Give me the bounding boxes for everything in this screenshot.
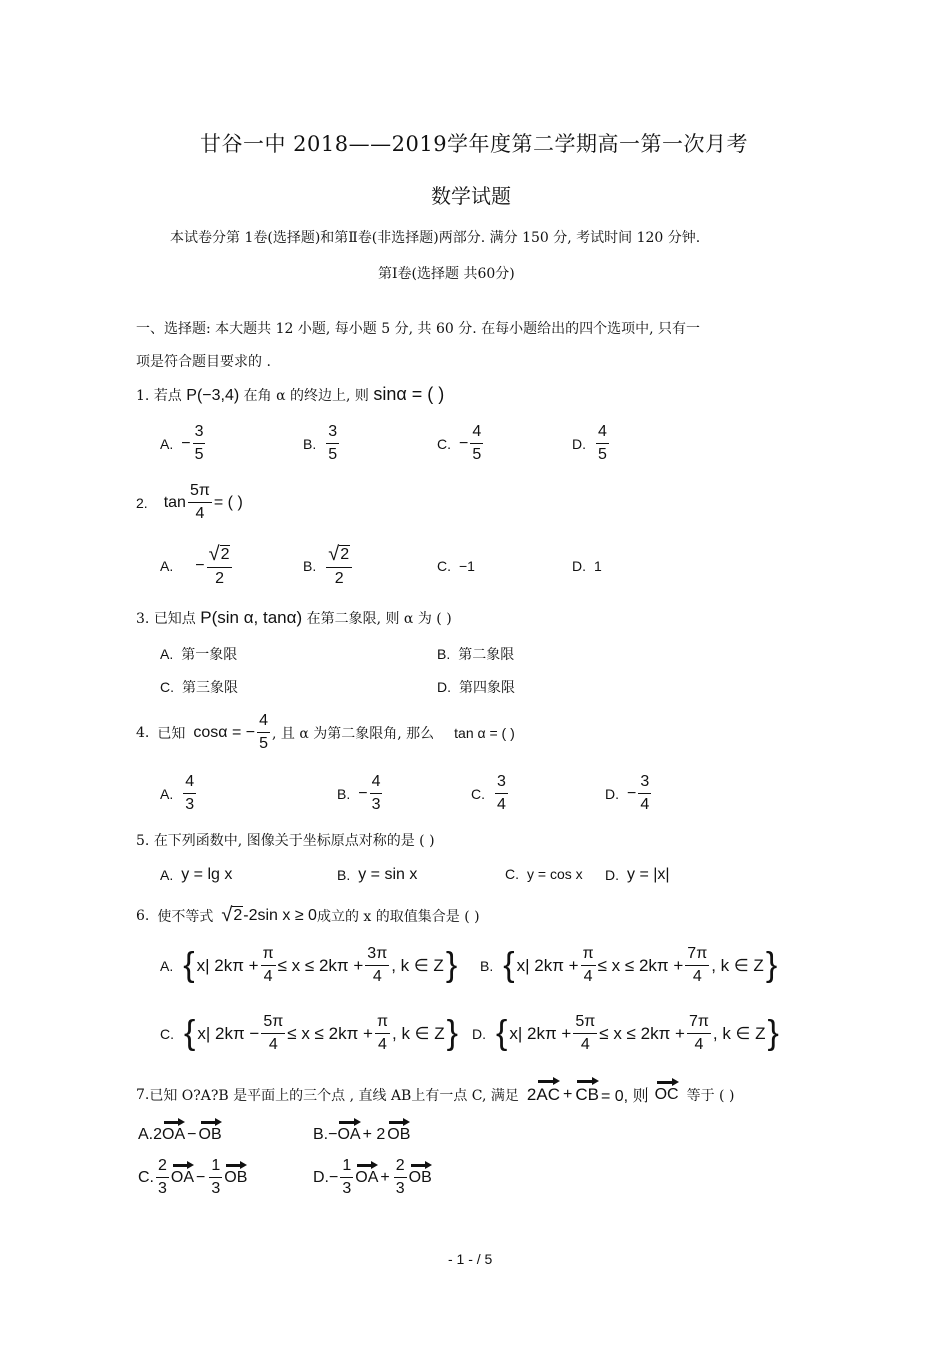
q6-option-a[interactable]: A. { x| 2kπ + $\frac{\pi}{4}$ ≤ x ≤ 2kπ + $\frac{3\pi}{4}$ , k ∈ Z } <box>160 945 458 986</box>
q1-option-b[interactable]: B. $\frac{3}{5}$ <box>303 423 338 464</box>
q4-option-b[interactable]: B. − $\frac{4}{3}$ <box>337 773 381 814</box>
question-4-stem: 4. 已知 cosα = − $\frac{4}{5}$ , 且 α 为第二象限角, 那么 tan α = ( ) <box>136 712 515 753</box>
q1-option-c[interactable]: C. − $\frac{4}{5}$ <box>437 423 482 464</box>
q7-option-b[interactable]: B. − OA + 2 OB <box>313 1126 411 1143</box>
q3-option-a[interactable]: A. 第一象限 <box>160 646 238 663</box>
point-expression: P(−3,4) <box>186 387 240 404</box>
q3-option-c[interactable]: C. 第三象限 <box>160 679 238 696</box>
q3-option-d[interactable]: D. 第四象限 <box>437 679 515 696</box>
question-6-stem: 6. 使不等式 √ 2 -2sin x ≥ 0 成立的 x 的取值集合是 ( ) <box>136 904 480 926</box>
q4-option-a[interactable]: A. $\frac{4}{3}$ <box>160 773 195 814</box>
q7-option-c[interactable]: C. $\frac{2}{3}$ OA − $\frac{1}{3}$ OB <box>138 1157 248 1198</box>
q2-option-d[interactable]: D. 1 <box>572 558 602 574</box>
q7-option-a[interactable]: A. 2 OA − OB <box>138 1126 222 1143</box>
section-instruction-line1: 一、选择题: 本大题共 12 小题, 每小题 5 分, 共 60 分. 在每小题给出的四个选项中, 只有一 <box>136 321 701 337</box>
q4-option-c[interactable]: C. $\frac{3}{4}$ <box>471 773 506 814</box>
q5-option-a[interactable]: A. y = lg x <box>160 866 233 883</box>
page-number: - 1 - / 5 <box>448 1251 493 1267</box>
section-instruction-line2: 项是符合题目要求的 . <box>136 354 271 370</box>
q1-option-d[interactable]: D. $\frac{4}{5}$ <box>572 423 607 464</box>
exam-intro: 本试卷分第 1卷(选择题)和第Ⅱ卷(非选择题)两部分. 满分 150 分, 考试时间 120 分钟. <box>170 230 701 246</box>
question-2-stem: 2. tan $\frac{5\pi}{4}$ = ( ) <box>136 482 243 523</box>
q2-option-c[interactable]: C. −1 <box>437 558 475 574</box>
question-1-stem: 1. 若点 P(−3,4) 在角 α 的终边上, 则 sinα = ( ) <box>136 384 445 404</box>
q1-option-a[interactable]: A. − $\frac{3}{5}$ <box>160 423 204 464</box>
q5-option-d[interactable]: D. y = |x| <box>605 866 670 883</box>
question-5-stem: 5. 在下列函数中, 图像关于坐标原点对称的是 ( ) <box>136 833 435 849</box>
part-one-heading: 第Ⅰ卷(选择题 共60分) <box>378 266 515 282</box>
question-3-stem: 3. 已知点 P(sin α, tanα) 在第二象限, 则 α 为 ( ) <box>136 608 452 627</box>
question-7-stem: 7. 已知 O?A?B 是平面上的三个点 , 直线 AB上有一点 C, 满足 2AC + CB = 0, 则 OC 等于 ( ) <box>136 1084 735 1105</box>
q3-option-b[interactable]: B. 第二象限 <box>437 646 515 663</box>
subject-title: 数学试题 <box>431 184 511 208</box>
q5-option-b[interactable]: B. y = sin x <box>337 866 418 883</box>
q5-option-c[interactable]: C. y = cos x <box>505 866 583 882</box>
q2-option-b[interactable]: B. √ 2 2 <box>303 544 354 589</box>
q4-option-d[interactable]: D. − $\frac{3}{4}$ <box>605 773 650 814</box>
q6-option-b[interactable]: B. { x| 2kπ + $\frac{\pi}{4}$ ≤ x ≤ 2kπ + $\frac{7\pi}{4}$ , k ∈ Z } <box>480 945 778 986</box>
exam-title: 甘谷一中 2018——2019学年度第二学期高一第一次月考 <box>200 132 749 156</box>
q7-option-d[interactable]: D. − $\frac{1}{3}$ OA + $\frac{2}{3}$ OB <box>313 1157 432 1198</box>
question-number: 1. <box>136 388 150 404</box>
q2-option-a[interactable]: A. − √ 2 2 <box>160 544 234 589</box>
q6-option-d[interactable]: D. { x| 2kπ + $\frac{5\pi}{4}$ ≤ x ≤ 2kπ + $\frac{7\pi}{4}$ , k ∈ Z } <box>472 1013 779 1054</box>
q6-option-c[interactable]: C. { x| 2kπ − $\frac{5\pi}{4}$ ≤ x ≤ 2kπ + $\frac{\pi}{4}$ , k ∈ Z } <box>160 1013 458 1054</box>
